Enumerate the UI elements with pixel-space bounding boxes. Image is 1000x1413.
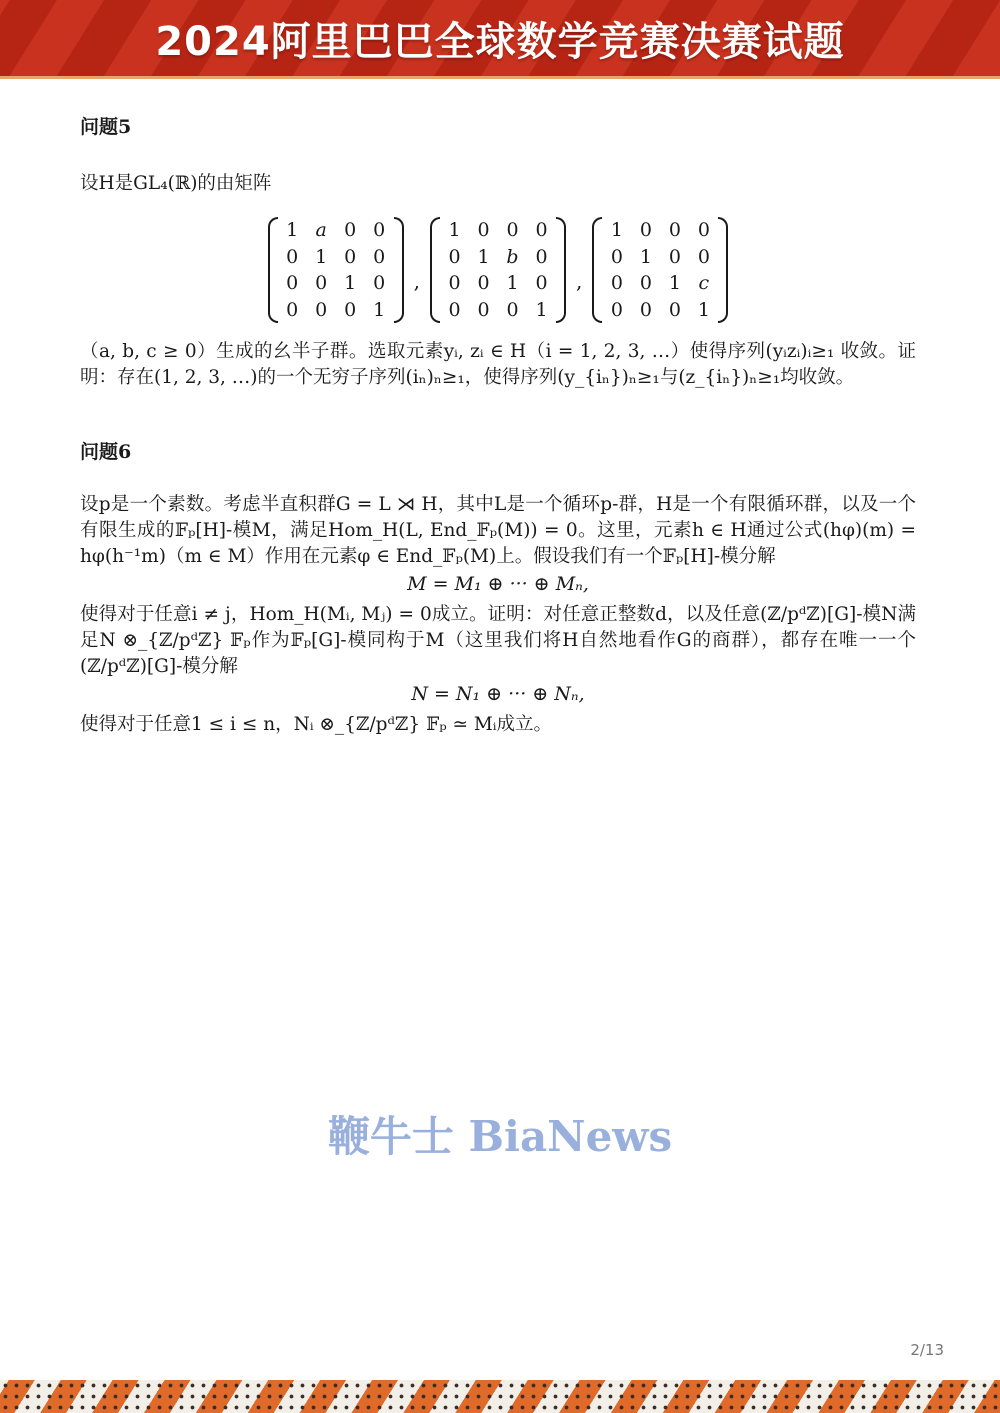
matrix-cell: 1 (448, 219, 461, 242)
problem-6-paragraph-2: 使得对于任意i ≠ j，Hom_H(Mᵢ, Mⱼ) = 0成立。证明：对任意正整数d，以及任意(ℤ/pᵈℤ)[G]-模N满足N ⊗_{ℤ/pᵈℤ} 𝔽ₚ作为𝔽ₚ[G]-模同构于M（这里我们将H自然地看作G的商群），都存在唯一一个(ℤ/pᵈℤ)[G]-模分解 (80, 604, 916, 677)
matrix-cell: c (698, 272, 710, 295)
matrix-cell: 1 (639, 245, 652, 268)
generator-matrices (80, 217, 916, 323)
matrix-cell: 0 (286, 272, 299, 295)
matrix-grid (602, 217, 718, 323)
problem-5-title: 问题5 (80, 116, 132, 138)
matrix-cell: 0 (697, 245, 710, 268)
matrix-cell: 0 (344, 245, 357, 268)
matrix-cell: 0 (506, 298, 519, 321)
problem-6-equation-2: N = N₁ ⊕ ··· ⊕ Nₙ, (411, 683, 585, 705)
matrix-cell: 0 (610, 245, 623, 268)
matrix-cell: 0 (373, 272, 386, 295)
bracket-left (268, 217, 278, 323)
matrix-cell: 0 (668, 298, 681, 321)
matrix-cell: 0 (448, 298, 461, 321)
matrix-cell: 0 (286, 245, 299, 268)
page-number: 2/13 (910, 1341, 944, 1359)
matrix-cell: 0 (668, 245, 681, 268)
matrix-cell: 0 (477, 219, 490, 242)
matrix-cell: 1 (697, 298, 710, 321)
problem-6-equation-1: M = M₁ ⊕ ··· ⊕ Mₙ, (407, 573, 589, 595)
matrix-cell: 0 (639, 272, 652, 295)
matrix-cell: 0 (477, 272, 490, 295)
matrix-cell: 0 (315, 272, 328, 295)
matrix-cell: 0 (448, 245, 461, 268)
matrix-cell: 0 (315, 298, 328, 321)
matrix-cell: 1 (477, 245, 490, 268)
matrix-cell: 1 (506, 272, 519, 295)
matrix-cell: 1 (344, 272, 357, 295)
problem-5-body: （a, b, c ≥ 0）生成的幺半子群。选取元素yᵢ, zᵢ ∈ H（i = 1, 2, 3, …）使得序列(yᵢzᵢ)ᵢ≥₁ 收敛。证明：存在(1, 2, 3, …)的一个无穷子序列(iₙ)ₙ≥₁，使得序列(y_{iₙ})ₙ≥₁与(z_{iₙ})ₙ≥₁均收敛。 (80, 341, 916, 388)
matrix-grid (440, 217, 556, 323)
watermark-logo: 鞭牛士 BiaNews (327, 1112, 673, 1161)
header-divider (0, 76, 1000, 79)
document-body (80, 112, 916, 738)
matrix-cell: 0 (477, 298, 490, 321)
matrix-cell: 1 (373, 298, 386, 321)
bracket-right (394, 217, 404, 323)
matrix-cell: 0 (373, 219, 386, 242)
bracket-left (592, 217, 602, 323)
matrix-cell: 1 (315, 245, 328, 268)
matrix-c (592, 217, 728, 323)
header-title: 2024阿里巴巴全球数学竞赛决赛试题 (155, 18, 845, 65)
page-footer-pattern (0, 1380, 1000, 1413)
matrix-a (268, 217, 404, 323)
bracket-right (556, 217, 566, 323)
problem-5-intro: 设H是GL₄(ℝ)的由矩阵 (80, 173, 272, 194)
matrix-cell: 0 (535, 219, 548, 242)
matrix-cell: 1 (286, 219, 299, 242)
matrix-cell: 0 (344, 298, 357, 321)
bracket-right (718, 217, 728, 323)
matrix-cell: b (506, 245, 519, 268)
problem-6-title: 问题6 (80, 441, 132, 463)
matrix-cell: 0 (535, 245, 548, 268)
matrix-cell: 0 (639, 219, 652, 242)
matrix-grid (278, 217, 394, 323)
bracket-left (430, 217, 440, 323)
problem-6-paragraph-3: 使得对于任意1 ≤ i ≤ n，Nᵢ ⊗_{ℤ/pᵈℤ} 𝔽ₚ ≃ Mᵢ成立。 (80, 714, 553, 735)
matrix-cell: 0 (286, 298, 299, 321)
matrix-cell: 0 (344, 219, 357, 242)
problem-6-paragraph-1: 设p是一个素数。考虑半直积群G = L ⋊ H，其中L是一个循环p-群，H是一个有限循环群，以及一个有限生成的𝔽ₚ[H]-模M，满足Hom_H(L, End_𝔽ₚ(M)) = 0。这里，元素h ∈ H通过公式(hφ)(m) = hφ(h⁻¹m)（m ∈ M）作用在元素φ ∈ End_𝔽ₚ(M)上。假设我们有一个𝔽ₚ[H]-模分解 (80, 494, 916, 567)
matrix-cell: 0 (639, 298, 652, 321)
matrix-cell: 0 (373, 245, 386, 268)
matrix-cell: 0 (535, 272, 548, 295)
matrix-b (430, 217, 566, 323)
matrix-cell: 0 (610, 298, 623, 321)
separator-comma: , (576, 269, 583, 293)
matrix-cell: 0 (448, 272, 461, 295)
page-header (0, 0, 1000, 76)
matrix-cell: 0 (668, 219, 681, 242)
matrix-cell: 0 (697, 219, 710, 242)
matrix-cell: 1 (535, 298, 548, 321)
separator-comma: , (413, 269, 420, 293)
matrix-cell: 1 (610, 219, 623, 242)
matrix-cell: 1 (668, 272, 681, 295)
matrix-cell: 0 (506, 219, 519, 242)
matrix-cell: a (315, 219, 327, 242)
matrix-cell: 0 (610, 272, 623, 295)
